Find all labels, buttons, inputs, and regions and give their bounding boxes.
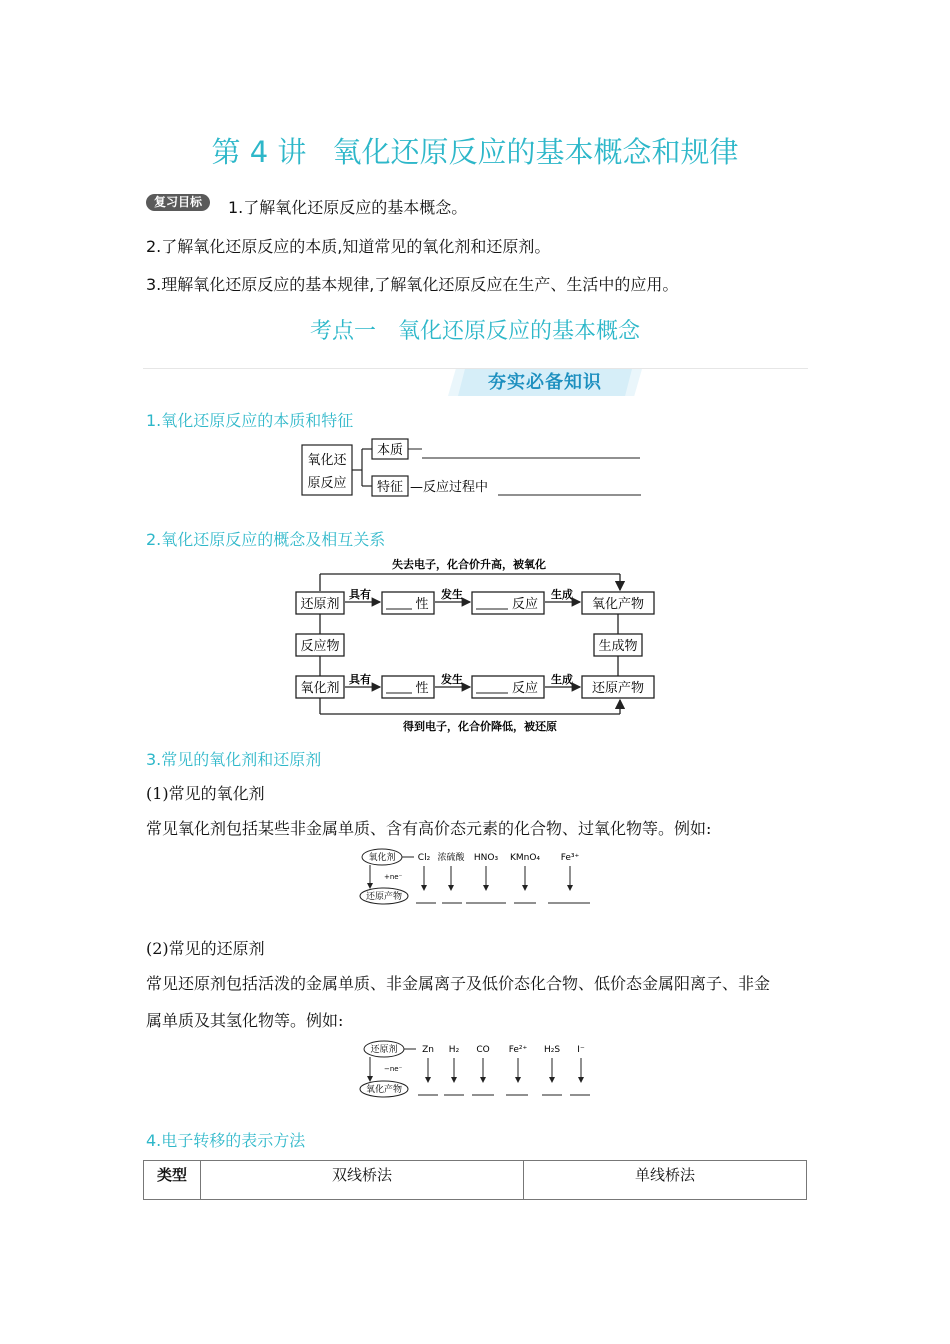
electron-transfer-table: [143, 1160, 807, 1200]
oxidizer-example-3: HNO₃: [473, 853, 499, 863]
reducer-example-6: I⁻: [577, 1045, 585, 1055]
root-line-1: 氧化还: [307, 453, 347, 468]
gain-electrons-label: +ne⁻: [384, 873, 403, 881]
section-title: [0, 314, 950, 345]
reduction-product-oval: 还原产物: [365, 892, 403, 902]
reducer-examples-diagram: [356, 1039, 596, 1101]
reducer-example-4: Fe²⁺: [508, 1045, 528, 1055]
occurs-label-top: 发生: [441, 588, 463, 601]
reducer-example-1: Zn: [422, 1045, 434, 1055]
reaction-label-bottom: 反应: [511, 681, 539, 696]
oxidizer-example-2: 浓硫酸: [437, 853, 465, 863]
reducer-box: 还原剂: [300, 597, 340, 612]
feature-text: —反应过程中: [410, 480, 489, 495]
table-header-row: [144, 1161, 807, 1200]
bottom-flow-label: 得到电子，化合价降低，被还原: [403, 720, 557, 733]
oxidizer-example-5: Fe³⁺: [560, 853, 580, 863]
paragraph-reducers-line1: 常见还原剂包括活泼的金属单质、非金属离子及低价态化合物、低价态金属阳离子、非金: [146, 974, 771, 993]
reducer-example-5: H₂S: [543, 1045, 561, 1055]
subheading-reducers: (2)常见的还原剂: [146, 939, 265, 958]
has-label-bottom: 具有: [349, 673, 371, 686]
reaction-label-top: 反应: [511, 597, 539, 612]
reduction-product-box: 还原产物: [591, 681, 645, 696]
oxidizer-examples-diagram: [356, 846, 596, 908]
title-topic: 氧化还原反应的基本概念和规律: [332, 135, 739, 169]
page-title: [0, 130, 950, 171]
reducer-example-2: H₂: [448, 1045, 460, 1055]
lose-electrons-label: −ne⁻: [384, 1065, 403, 1073]
oxidation-product-oval: 氧化产物: [365, 1085, 403, 1095]
generates-label-top: 生成: [551, 588, 573, 601]
property-label-top: 性: [415, 597, 429, 612]
concept-relation-diagram: [290, 554, 670, 740]
section-topic: 氧化还原反应的基本概念: [398, 319, 641, 344]
oxidizer-example-1: Cl₂: [417, 853, 431, 863]
banner-text: 夯实必备知识: [488, 372, 602, 393]
table-header-double-bridge: 双线桥法: [201, 1161, 524, 1200]
heading-electron-transfer: 4.电子转移的表示方法: [146, 1131, 306, 1150]
title-lecture: 第 4 讲: [211, 135, 307, 169]
oxidizer-example-4: KMnO₄: [509, 853, 541, 863]
knowledge-banner: [448, 369, 642, 396]
essence-box: 本质: [376, 443, 404, 458]
subheading-oxidizers: (1)常见的氧化剂: [146, 784, 265, 803]
product-box: 生成物: [598, 639, 638, 654]
feature-box: 特征: [376, 480, 404, 495]
paragraph-oxidizers: 常见氧化剂包括某些非金属单质、含有高价态元素的化合物、过氧化物等。例如:: [146, 819, 712, 838]
root-line-2: 原反应: [307, 476, 347, 491]
oxidizer-box: 氧化剂: [300, 681, 340, 696]
review-objectives-badge: 复习目标: [146, 194, 210, 211]
objective-3: 3.理解氧化还原反应的基本规律,了解氧化还原反应在生产、生活中的应用。: [146, 275, 679, 294]
essence-feature-diagram: [300, 436, 650, 502]
property-label-bottom: 性: [415, 681, 429, 696]
occurs-label-bottom: 发生: [441, 673, 463, 686]
reactant-box: 反应物: [300, 639, 340, 654]
oxidation-product-box: 氧化产物: [591, 597, 645, 612]
objective-2: 2.了解氧化还原反应的本质,知道常见的氧化剂和还原剂。: [146, 237, 551, 256]
paragraph-reducers-line2: 属单质及其氢化物等。例如:: [146, 1011, 344, 1030]
oxidizer-oval: 氧化剂: [368, 853, 396, 863]
section-number: 考点一: [309, 319, 376, 344]
reducer-example-3: CO: [476, 1045, 490, 1055]
heading-concepts-relations: 2.氧化还原反应的概念及相互关系: [146, 530, 386, 549]
heading-essence-feature: 1.氧化还原反应的本质和特征: [146, 411, 354, 430]
has-label-top: 具有: [349, 588, 371, 601]
reducer-oval: 还原剂: [370, 1045, 398, 1055]
top-flow-label: 失去电子，化合价升高，被氧化: [392, 558, 546, 571]
generates-label-bottom: 生成: [551, 673, 573, 686]
heading-common-agents: 3.常见的氧化剂和还原剂: [146, 750, 322, 769]
objective-1: 1.了解氧化还原反应的基本概念。: [228, 198, 468, 217]
table-header-single-bridge: 单线桥法: [524, 1161, 807, 1200]
table-header-type: 类型: [144, 1161, 201, 1200]
